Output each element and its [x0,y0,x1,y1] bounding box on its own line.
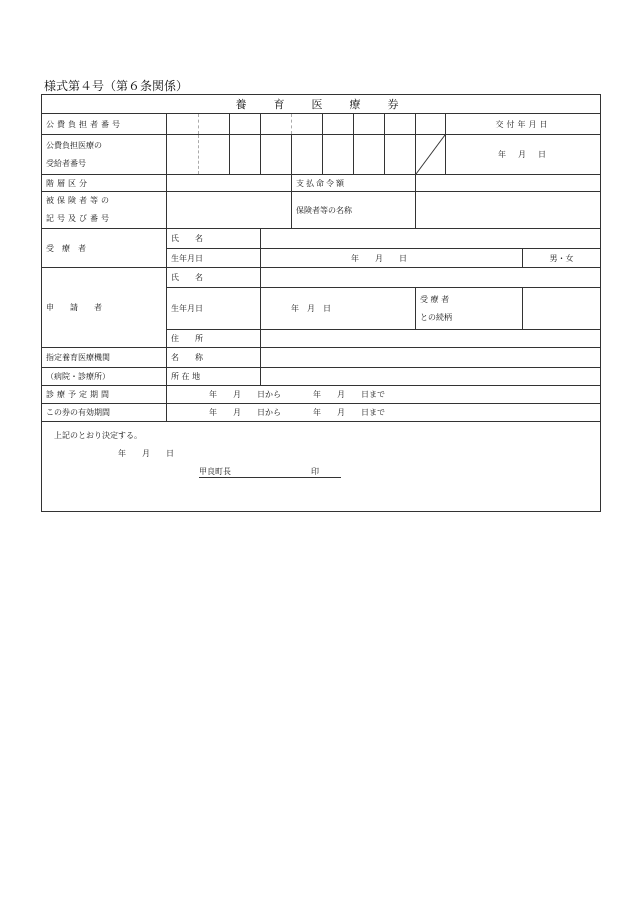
insured-number-value[interactable] [167,192,292,229]
payment-order-value[interactable] [416,175,601,192]
issuer-signature-underline [199,466,341,478]
insured-label-line1: 被保険者等の [46,196,112,205]
recipient-digit-8[interactable] [385,135,416,175]
relation-label-line1: 受 療 者 [420,294,450,304]
diagonal-slash-icon [416,135,445,174]
recipient-name-label: 氏 名 [167,229,261,249]
recipient-sex-value[interactable]: 男・女 [523,249,601,268]
recipient-name-value[interactable] [261,229,601,249]
applicant-dob-label: 生年月日 [167,288,261,330]
payer-digit-4[interactable] [261,114,292,135]
insured-label-line2: 記号及び番号 [46,214,112,223]
applicant-name-label: 氏 名 [167,268,261,288]
institution-label-line1: 指定養育医療機関 [42,348,167,368]
tier-value[interactable] [167,175,292,192]
form-number-label: 様式第４号（第６条関係） [44,79,189,93]
recipient-digit-1[interactable] [167,135,199,175]
payment-order-label: 支払命令額 [292,175,416,192]
recipient-digit-4[interactable] [261,135,292,175]
recipient-number-label [42,135,167,175]
recipient-number-label-line1: 公費負担医療の [46,140,102,150]
relation-label [416,288,523,330]
applicant-name-value[interactable] [261,268,601,288]
institution-name-label: 名 称 [167,348,261,368]
insured-number-label [42,192,167,229]
issuer-title: 甲良町長 [199,467,231,476]
seal-mark: 印 [311,467,319,476]
recipient-digit-7[interactable] [354,135,385,175]
issue-date-value[interactable]: 年 月 日 [446,135,601,175]
medical-ticket-table [41,94,601,512]
recipient-digit-5[interactable] [292,135,323,175]
validity-period-value[interactable]: 年 月 日から 年 月 日まで [167,404,601,422]
payer-digit-6[interactable] [323,114,354,135]
recipient-digit-3[interactable] [230,135,261,175]
institution-label-line2: （病院・診療所） [42,368,167,386]
treatment-period-label: 診療予定期間 [42,386,167,404]
recipient-number-label-line2: 受給者番号 [46,158,86,168]
applicant-address-value[interactable] [261,330,601,348]
issue-date-label: 交付年月日 [446,114,601,135]
recipient-dob-label: 生年月日 [167,249,261,268]
payer-check-digit[interactable] [416,114,446,135]
payer-digit-5[interactable] [292,114,323,135]
recipient-digit-6[interactable] [323,135,354,175]
payer-digit-1[interactable] [167,114,199,135]
recipient-digit-2[interactable] [199,135,230,175]
applicant-dob-value[interactable]: 年 月 日 [261,288,416,330]
form-title: 養 育 医 療 券 [42,95,601,114]
recipient-dob-value[interactable]: 年 月 日 [261,249,523,268]
institution-location-value[interactable] [261,368,601,386]
treatment-period-value[interactable]: 年 月 日から 年 月 日まで [167,386,601,404]
recipient-label: 受 療 者 [42,229,167,268]
insurer-name-label: 保険者等の名称 [292,192,416,229]
relation-value[interactable] [523,288,601,330]
payer-digit-7[interactable] [354,114,385,135]
tier-label: 階層区分 [42,175,167,192]
insurer-name-value[interactable] [416,192,601,229]
payer-digit-3[interactable] [230,114,261,135]
validity-period-label: この券の有効期間 [42,404,167,422]
decision-text: 上記のとおり決定する。 [54,431,142,440]
payer-number-label: 公費負担者番号 [42,114,167,135]
institution-location-label: 所 在 地 [167,368,261,386]
decision-section [42,422,601,512]
recipient-unused-cell [416,135,446,175]
applicant-address-label: 住 所 [167,330,261,348]
institution-name-value[interactable] [261,348,601,368]
decision-date[interactable]: 年 月 日 [118,449,174,458]
payer-digit-2[interactable] [199,114,230,135]
payer-digit-8[interactable] [385,114,416,135]
applicant-label: 申 請 者 [42,268,167,348]
issuer-signature-line [199,466,341,478]
relation-label-line2: との続柄 [420,312,452,322]
